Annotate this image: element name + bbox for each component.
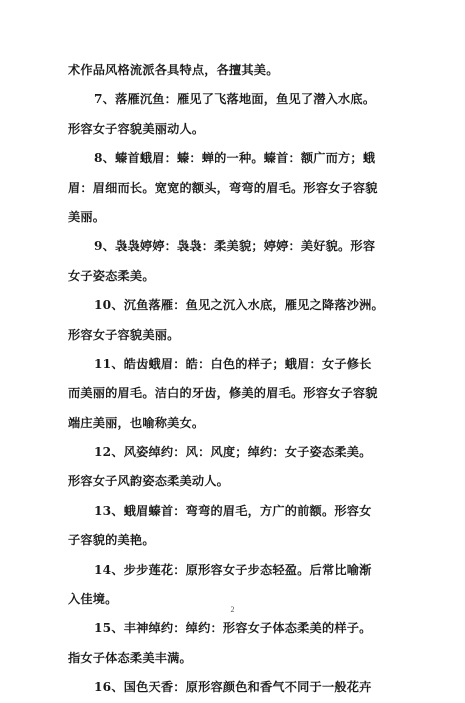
text-line: 指女子体态柔美丰满。	[68, 650, 192, 665]
text-line: 15、丰神绰约：绰约：形容女子体态柔美的样子。	[94, 621, 372, 636]
text-line: 形容女子容貌美丽动人。	[68, 121, 205, 136]
page-number: 2	[230, 605, 235, 614]
text-line: 7、落雁沉鱼：雁见了飞落地面，鱼见了潜入水底。	[94, 92, 376, 107]
text-line: 12、风姿绰约：风：风度；绰约：女子姿态柔美。	[94, 445, 372, 460]
text-line: 术作品风格流派各具特点，各擅其美。	[68, 63, 279, 77]
text-line: 眉：眉细而长。宽宽的额头，弯弯的眉毛。形容女子容貌	[68, 180, 378, 195]
text-line: 9、袅袅婷婷：袅袅：柔美貌；婷婷：美好貌。形容	[94, 239, 376, 254]
text-line: 而美丽的眉毛。洁白的牙齿，修美的眉毛。形容女子容貌	[68, 386, 378, 401]
text-line: 11、皓齿蛾眉：皓：白色的样子；蛾眉：女子修长	[94, 356, 372, 371]
text-line: 女子姿态柔美。	[68, 268, 155, 283]
text-line: 美丽。	[68, 209, 106, 224]
text-line: 入佳境。	[68, 592, 118, 607]
text-line: 形容女子容貌美丽。	[68, 327, 180, 342]
text-line: 16、国色天香：原形容颜色和香气不同于一般花卉	[94, 680, 372, 695]
text-line: 8、螓首蛾眉：螓：蝉的一种。螓首：额广而方；蛾	[94, 151, 376, 166]
text-line: 形容女子风韵姿态柔美动人。	[68, 474, 230, 489]
text-line: 13、蛾眉螓首：弯弯的眉毛，方广的前额。形容女	[94, 503, 372, 518]
text-line: 子容貌的美艳。	[68, 533, 155, 548]
text-line: 14、步步莲花：原形容女子步态轻盈。后常比喻渐	[94, 562, 372, 577]
text-line: 端庄美丽，也喻称美女。	[68, 415, 205, 430]
text-line: 10、沉鱼落雁：鱼见之沉入水底，雁见之降落沙洲。	[94, 298, 384, 313]
